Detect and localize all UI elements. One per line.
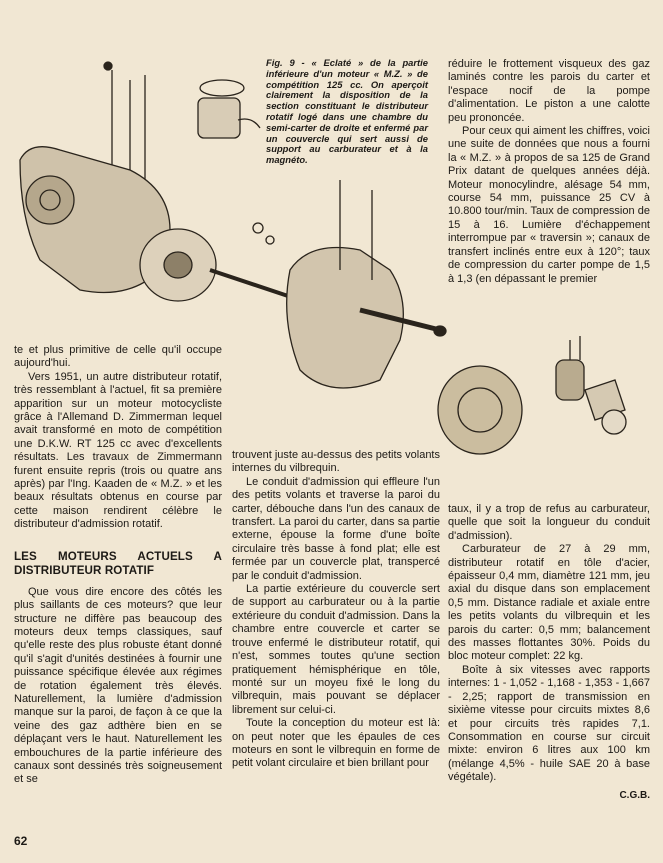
middle-paragraph-4: Toute la conception du moteur est là: on peut noter que les épaules de ces moteurs en sont le vilbrequin en forme de petit volant circulaire et bien brillant pour [232,717,440,770]
right-bottom-paragraph-1: taux, il y a trop de refus au carburateur, quelle que soit la longueur du conduit d'admission). [448,503,650,542]
middle-paragraph-2: Le conduit d'admission qui effleure l'un des petits volants et traverse la paroi du carter, débouche dans l'un des canaux de transfert. La paroi du carter, dans sa partie externe, épouse la forme d'une boîte circulaire très basse à fond plat; elle est fermée par un couvercle plat, transpercé par le conduit d'admission. [232,475,440,582]
page-number: 62 [14,834,28,848]
middle-paragraph-1: trouvent juste au-dessus des petits volants internes du vilbrequin. [232,449,440,475]
left-paragraph-2: Vers 1951, un autre distributeur rotatif, très ressemblant à l'actuel, fit sa première apparition sur un moteur motocycliste grâce à l'Allemand D. Zimmerman lequel avait transformé en moto de compétition une D.K.W. RT 125 cc avec d'excellents résultats. Les travaux de Zimmermann furent ensuite repris (trois ou quatre ans après) par l'Ing. Kaaden de « M.Z. » et les beaux résultats obtenus en course par cette maison rendirent célèbre le distributeur d'admission rotatif. [14,370,222,531]
left-paragraph-3: Que vous dire encore des côtés les plus saillants de ces moteurs? que leur structure ne diffère pas beaucoup des moteurs deux temps classiques, sauf qu'elle reste des plus robuste étant donné qu'il s'agit d'unités destinées à fournir une puissance spécifique élevée aux régimes de rotation également très élevés. Naturellement, la lumière d'admission manque sur la paroi, de façon à ce que la veine des gaz adthère bien en se déplaçant vers le haut. Naturellement les embouchures de la partie inférieure des canaux sont dessinés très soigneusement et se [14,585,222,786]
left-paragraph-1: te et plus primitive de celle qu'il occupe aujourd'hui. [14,344,222,370]
figure-caption [266,58,428,166]
right-top-paragraph-2: Pour ceux qui aiment les chiffres, voici une suite de données que nous a fourni la « M.Z. » à propos de sa 125 de Grand Prix datant de quelques années déjà. Moteur monocylindre, alésage 54 mm, course 54 mm, puissance 25 CV à 10.800 tour/min. Taux de compression de 15 à 16. Lumière d'échappement interrompue par « traversin »; canaux de transfert inclinés entre eux à 120°; taux de compression du carter pompe de 1,5 à 1,3 (en dépassant le premier [448,125,650,285]
right-bottom-paragraph-3: Boîte à six vitesses avec rapports internes: 1 - 1,052 - 1,168 - 1,353 - 1,667 - 2,25; rapport de transmission en sixième vitesse pour circuits mixtes 8,6 et pour circuits très rapides 7,1. Consommation en course sur circuit mixte: environ 6 litres aux 100 km (mélange 4,5% - huile SAE 20 à base végétale). [448,663,650,784]
section-heading: LES MOTEURS ACTUELS A DISTRIBUTEUR ROTATIF [14,549,222,577]
right-bottom-paragraph-2: Carburateur de 27 à 29 mm, distributeur rotatif en tôle d'acier, épaisseur 0,4 mm, diamètre 121 mm, jeu axial du disque dans son emplacement 0,5 mm. Distance radiale et axiale entre les petits volants du vilbrequin et les parois du carter: 0,5 mm; balancement des masses flottantes 30%. Poids du bloc moteur complet: 22 kg. [448,543,650,663]
middle-paragraph-3: La partie extérieure du couvercle sert de support au carburateur ou à la partie extérieure du conduit d'admission. Dans la chambre entre couvercle et carter se trouve enfermé le distributeur rotatif, qui n'est, sommes toutes qu'une section pratiquement hémisphérique en tôle, monté sur un moyeu fixé le long du vilbrequin, mais pouvant se déplacer librement sur celui-ci. [232,583,440,716]
right-top-paragraph-1: réduire le frottement visqueux des gaz laminés contre les parois du carter et l'espace nocif de la pompe d'alimentation. Le piston a une calotte peu prononcée. [448,58,650,124]
right-column-bottom [448,503,650,802]
middle-column [232,449,440,771]
caption-text: Fig. 9 - « Eclaté » de la partie inférieure d'un moteur « M.Z. » de compétition 125 cc. On aperçoit clairement la disposition de la section constituant le distributeur rotatif logé dans une chambre du semi-carter de droite et enfermé par un couvercle qui sert aussi de support au carburateur et à la magnéto. [266,57,428,166]
right-column-top [448,58,650,286]
author-signature: C.G.B. [619,789,650,801]
left-column [14,344,222,787]
